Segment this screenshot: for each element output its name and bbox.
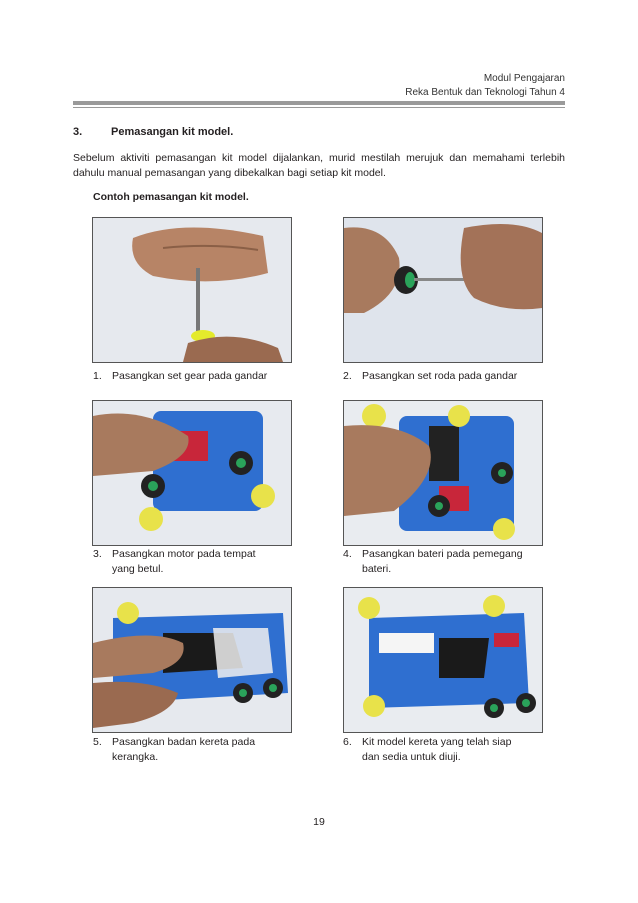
caption-4-number: 4. xyxy=(343,548,352,560)
caption-4-text-cont: bateri. xyxy=(362,563,392,575)
page-number: 19 xyxy=(313,816,325,828)
caption-3-text: Pasangkan motor pada tempat xyxy=(112,548,256,560)
caption-3-number: 3. xyxy=(93,548,102,560)
intro-paragraph: Sebelum aktiviti pemasangan kit model dijalankan, murid mestilah merujuk dan memahami terlebih dahulu manual pemasangan yang dibekalkan bagi setiap kit model. xyxy=(73,152,565,179)
header-line-2: Reka Bentuk dan Teknologi Tahun 4 xyxy=(405,87,565,98)
caption-1-text: Pasangkan set gear pada gandar xyxy=(112,370,268,382)
section-number: 3. xyxy=(73,126,83,138)
subtitle: Contoh pemasangan kit model. xyxy=(93,191,249,203)
caption-5-number: 5. xyxy=(93,736,102,748)
photo-3-motor xyxy=(92,400,292,546)
caption-2 xyxy=(343,369,553,384)
caption-6-number: 6. xyxy=(343,736,352,748)
caption-5-text: Pasangkan badan kereta pada xyxy=(112,736,256,748)
caption-5-text-cont: kerangka. xyxy=(112,751,159,763)
photo-5-car-body xyxy=(92,587,292,733)
header-line-1: Modul Pengajaran xyxy=(483,73,565,84)
photo-4-battery xyxy=(343,400,543,546)
caption-2-text: Pasangkan set roda pada gandar xyxy=(362,370,518,382)
running-header xyxy=(405,72,565,100)
header-rule-thin xyxy=(73,107,565,108)
photo-6-finished-car xyxy=(343,587,543,733)
header-rule-thick xyxy=(73,101,565,105)
caption-1 xyxy=(93,369,303,384)
caption-2-number: 2. xyxy=(343,370,352,382)
section-title: Pemasangan kit model. xyxy=(111,126,234,138)
caption-3-text-cont: yang betul. xyxy=(112,563,164,575)
caption-3 xyxy=(93,547,303,577)
caption-6 xyxy=(343,735,553,765)
photo-2-wheel-on-axle xyxy=(343,217,543,363)
photo-1-gear-on-axle xyxy=(92,217,292,363)
caption-6-text-cont: dan sedia untuk diuji. xyxy=(362,751,461,763)
caption-4-text: Pasangkan bateri pada pemegang xyxy=(362,548,523,560)
caption-6-text: Kit model kereta yang telah siap xyxy=(362,736,512,748)
caption-4 xyxy=(343,547,553,577)
caption-5 xyxy=(93,735,303,765)
caption-1-number: 1. xyxy=(93,370,102,382)
